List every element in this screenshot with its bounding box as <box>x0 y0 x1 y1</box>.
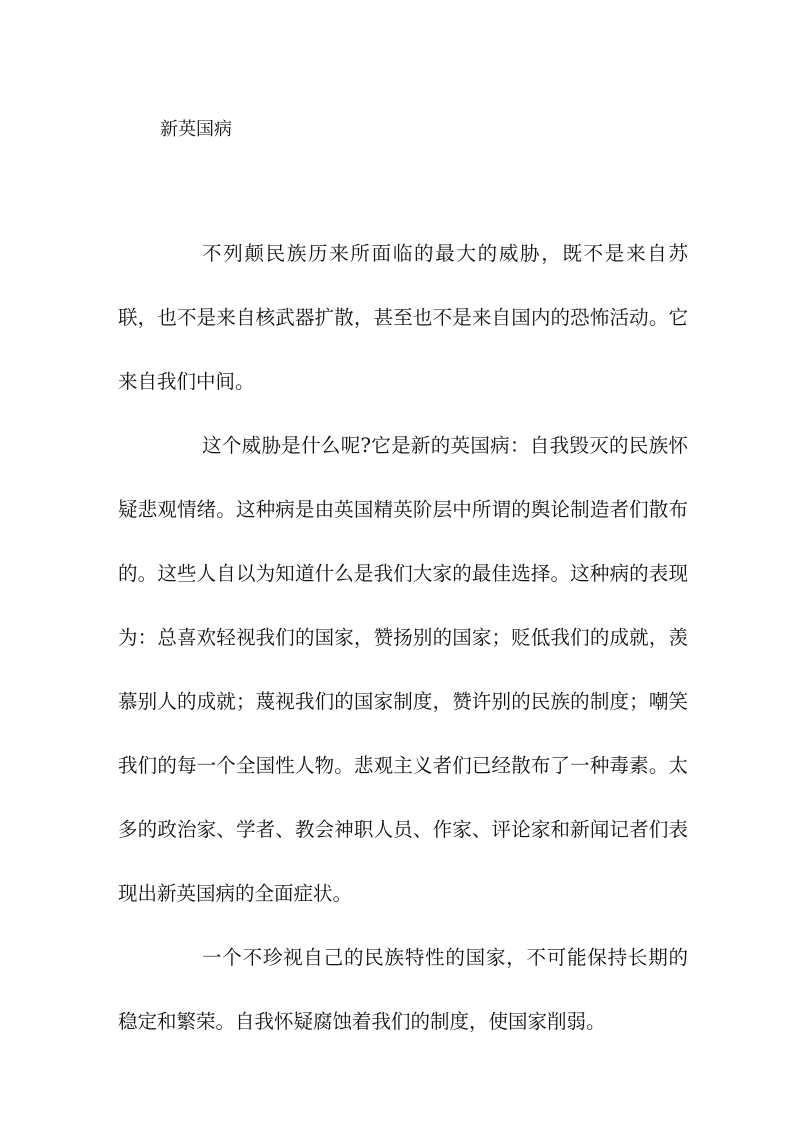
paragraph-3: 一个不珍视自己的民族特性的国家，不可能保持长期的稳定和繁荣。自我怀疑腐蚀着我们的制度，使国家削弱。 <box>118 946 688 1033</box>
paragraph-1: 不列颠民族历来所面临的最大的威胁，既不是来自苏联，也不是来自核武器扩散，甚至也不是来自国内的恐怖活动。它来自我们中间。 <box>118 242 688 393</box>
paragraph-2: 这个威胁是什么呢?它是新的英国病：自我毁灭的民族怀疑悲观情绪。这种病是由英国精英阶层中所谓的舆论制造者们散布的。这些人自以为知道什么是我们大家的最佳选择。这种病的表现为：总喜欢轻视我们的国家，赞扬别的国家；贬低我们的成就，羡慕别人的成就；蔑视我们的国家制度，赞许别的民族的制度；嘲笑我们的每一个全国性人物。悲观主义者们已经散布了一种毒素。太多的政治家、学者、教会神职人员、作家、评论家和新闻记者们表现出新英国病的全面症状。 <box>118 434 688 905</box>
page-title: 新英国病 <box>160 119 232 140</box>
document-body <box>118 222 688 1054</box>
